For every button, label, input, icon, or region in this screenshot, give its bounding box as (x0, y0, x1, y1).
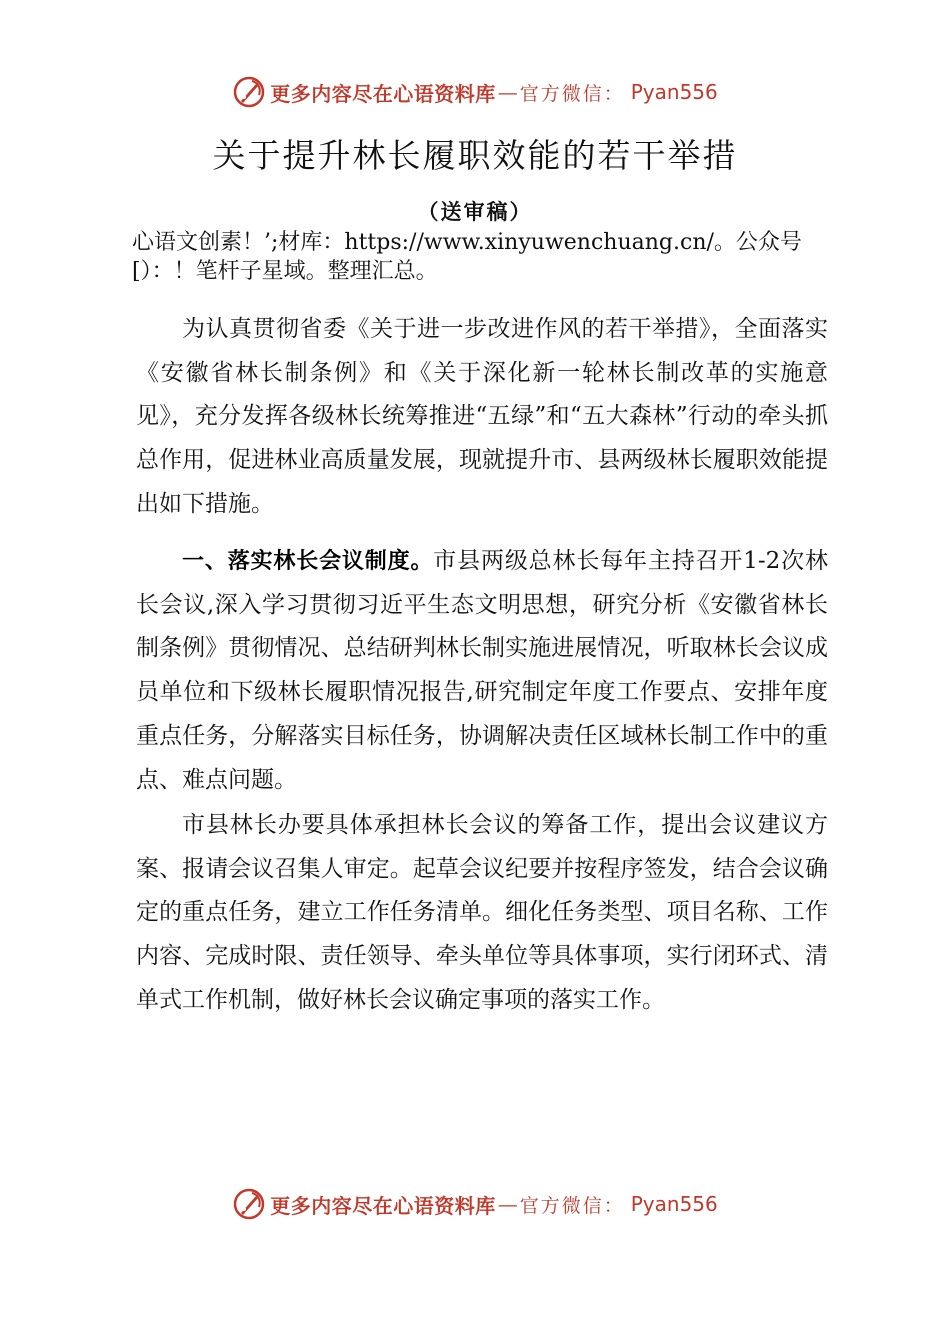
footer-watermark-banner (0, 1184, 950, 1224)
watermark-wechat-id: Pyan556 (630, 1192, 718, 1216)
header-watermark-banner (0, 72, 950, 112)
watermark-wechat-id: Pyan556 (630, 80, 718, 104)
watermark-slogan: 更多内容尽在心语资料库 (270, 81, 496, 106)
section-1-paragraph (136, 540, 828, 802)
intro-paragraph: 为认真贯彻省委《关于进一步改进作风的若干举措》，全面落实《安徽省林长制条例》和《关于深化新一轮林长制改革的实施意见》，充分发挥各级林长统筹推进“五绿”和“五大森林”行动的牵头抓总作用，促进林业高质量发展，现就提升市、县两级林长履职效能提出如下措施。 (136, 316, 828, 517)
quill-logo-icon (232, 1187, 266, 1221)
section-1-heading: 一、落实林长会议制度。 (182, 549, 434, 574)
watermark-wechat-label: 官方微信： (519, 1194, 625, 1217)
quill-logo-icon (232, 75, 266, 109)
watermark-wechat-label: 官方微信： (519, 82, 625, 105)
document-title: 关于提升林长履职效能的若干举措 (212, 136, 738, 175)
section-1-body: 市县两级总林长每年主持召开1-2次林长会议,深入学习贯彻习近平生态文明思想，研究分析《安徽省林长制条例》贯彻情况、总结研判林长制实施进展情况，听取林长会议成员单位和下级林长履职情况报告,研究制定年度工作要点、安排年度重点任务，分解落实目标任务，协调解决责任区域林长制工作中的重点、难点问题。 (136, 548, 828, 793)
watermark-dash: — (497, 1192, 518, 1216)
watermark-slogan: 更多内容尽在心语资料库 (270, 1193, 496, 1218)
document-subtitle: （送审稿） (417, 199, 533, 224)
watermark-dash: — (497, 80, 518, 104)
source-note: 心语文创素！’;材库：https://www.xinyuwenchuang.cn/。公众号[）：！笔杆子星域。整理汇总。 (132, 230, 802, 284)
section-1-followup-paragraph: 市县林长办要具体承担林长会议的筹备工作，提出会议建议方案、报请会议召集人审定。起草会议纪要并按程序签发，结合会议确定的重点任务，建立工作任务清单。细化任务类型、项目名称、工作内容、完成时限、责任领导、牵头单位等具体事项，实行闭环式、清单式工作机制，做好林长会议确定事项的落实工作。 (136, 812, 828, 1013)
